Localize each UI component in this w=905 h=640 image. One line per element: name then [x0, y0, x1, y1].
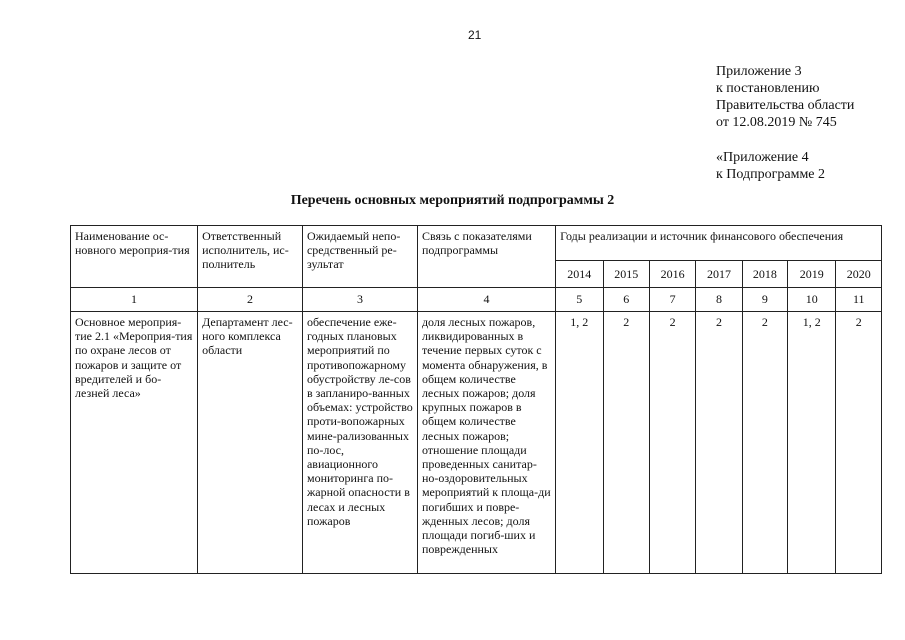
- year-cell: 2018: [742, 261, 787, 288]
- activities-table: [70, 225, 882, 574]
- year-cell: 2014: [556, 261, 603, 288]
- column-number: 8: [696, 288, 742, 312]
- activity-indicators: доля лесных пожаров, ликвидированных в течение первых суток с момента обнаружения, в общем количестве лесных пожаров; доля крупных пожаров в общем количестве лесных пожаров; отношение площади проведенных санитар-но-оздоровительных мероприятий к площа-ди погибших и повре-жденных лесов; доля площади погиб-ших и поврежденных: [417, 312, 555, 574]
- appendix-line: от 12.08.2019 № 745: [716, 115, 837, 130]
- column-number-row: [71, 288, 882, 312]
- page-number: 21: [468, 28, 482, 42]
- funding-source-cell: 1, 2: [788, 312, 836, 574]
- appendix-block: [716, 63, 854, 131]
- table-row: [71, 312, 882, 574]
- column-number: 10: [788, 288, 836, 312]
- column-number: 1: [71, 288, 198, 312]
- year-cell: 2017: [696, 261, 742, 288]
- header-link: Связь с показателями подпрограммы: [417, 226, 555, 288]
- year-cell: 2020: [836, 261, 882, 288]
- column-number: 2: [198, 288, 303, 312]
- header-result: Ожидаемый непо-средственный ре-зультат: [302, 226, 417, 288]
- column-number: 11: [836, 288, 882, 312]
- column-number: 4: [417, 288, 555, 312]
- funding-source-cell: 2: [836, 312, 882, 574]
- appendix-line: Правительства области: [716, 98, 855, 113]
- funding-source-cell: 2: [742, 312, 787, 574]
- document-title: Перечень основных мероприятий подпрограммы 2: [290, 193, 615, 208]
- header-executor: Ответственный исполнитель, ис-полнитель: [198, 226, 303, 288]
- column-number: 6: [603, 288, 649, 312]
- appendix-line: к постановлению: [716, 81, 820, 96]
- appendix-line: «Приложение 4: [716, 150, 809, 165]
- header-name: Наименование ос-новного мероприя-тия: [71, 226, 198, 288]
- column-number: 5: [556, 288, 603, 312]
- activity-executor: Департамент лес-ного комплекса области: [198, 312, 303, 574]
- appendix-line: Приложение 3: [716, 64, 802, 79]
- activity-name: Основное мероприя-тие 2.1 «Мероприя-тия по охране лесов от пожаров и защите от вредителей и бо-лезней леса»: [71, 312, 198, 574]
- appendix-block-2: [716, 149, 825, 183]
- funding-source-cell: 2: [603, 312, 649, 574]
- appendix-line: к Подпрограмме 2: [716, 167, 826, 182]
- funding-source-cell: 2: [649, 312, 695, 574]
- funding-source-cell: 1, 2: [556, 312, 603, 574]
- year-cell: 2019: [788, 261, 836, 288]
- year-cell: 2016: [649, 261, 695, 288]
- column-number: 3: [302, 288, 417, 312]
- column-number: 9: [742, 288, 787, 312]
- activity-result: обеспечение еже-годных плановых мероприятий по противопожарному обустройству ле-сов в запланиро-ванных объемах: устройство проти-вопожарных мине-рализованных по-лос, авиационного мониторинга по-жарной опасности в лесах и лесных пожаров: [302, 312, 417, 574]
- header-row: [71, 226, 882, 261]
- year-cell: 2015: [603, 261, 649, 288]
- funding-source-cell: 2: [696, 312, 742, 574]
- column-number: 7: [649, 288, 695, 312]
- header-years-group: Годы реализации и источник финансового обеспечения: [556, 226, 882, 261]
